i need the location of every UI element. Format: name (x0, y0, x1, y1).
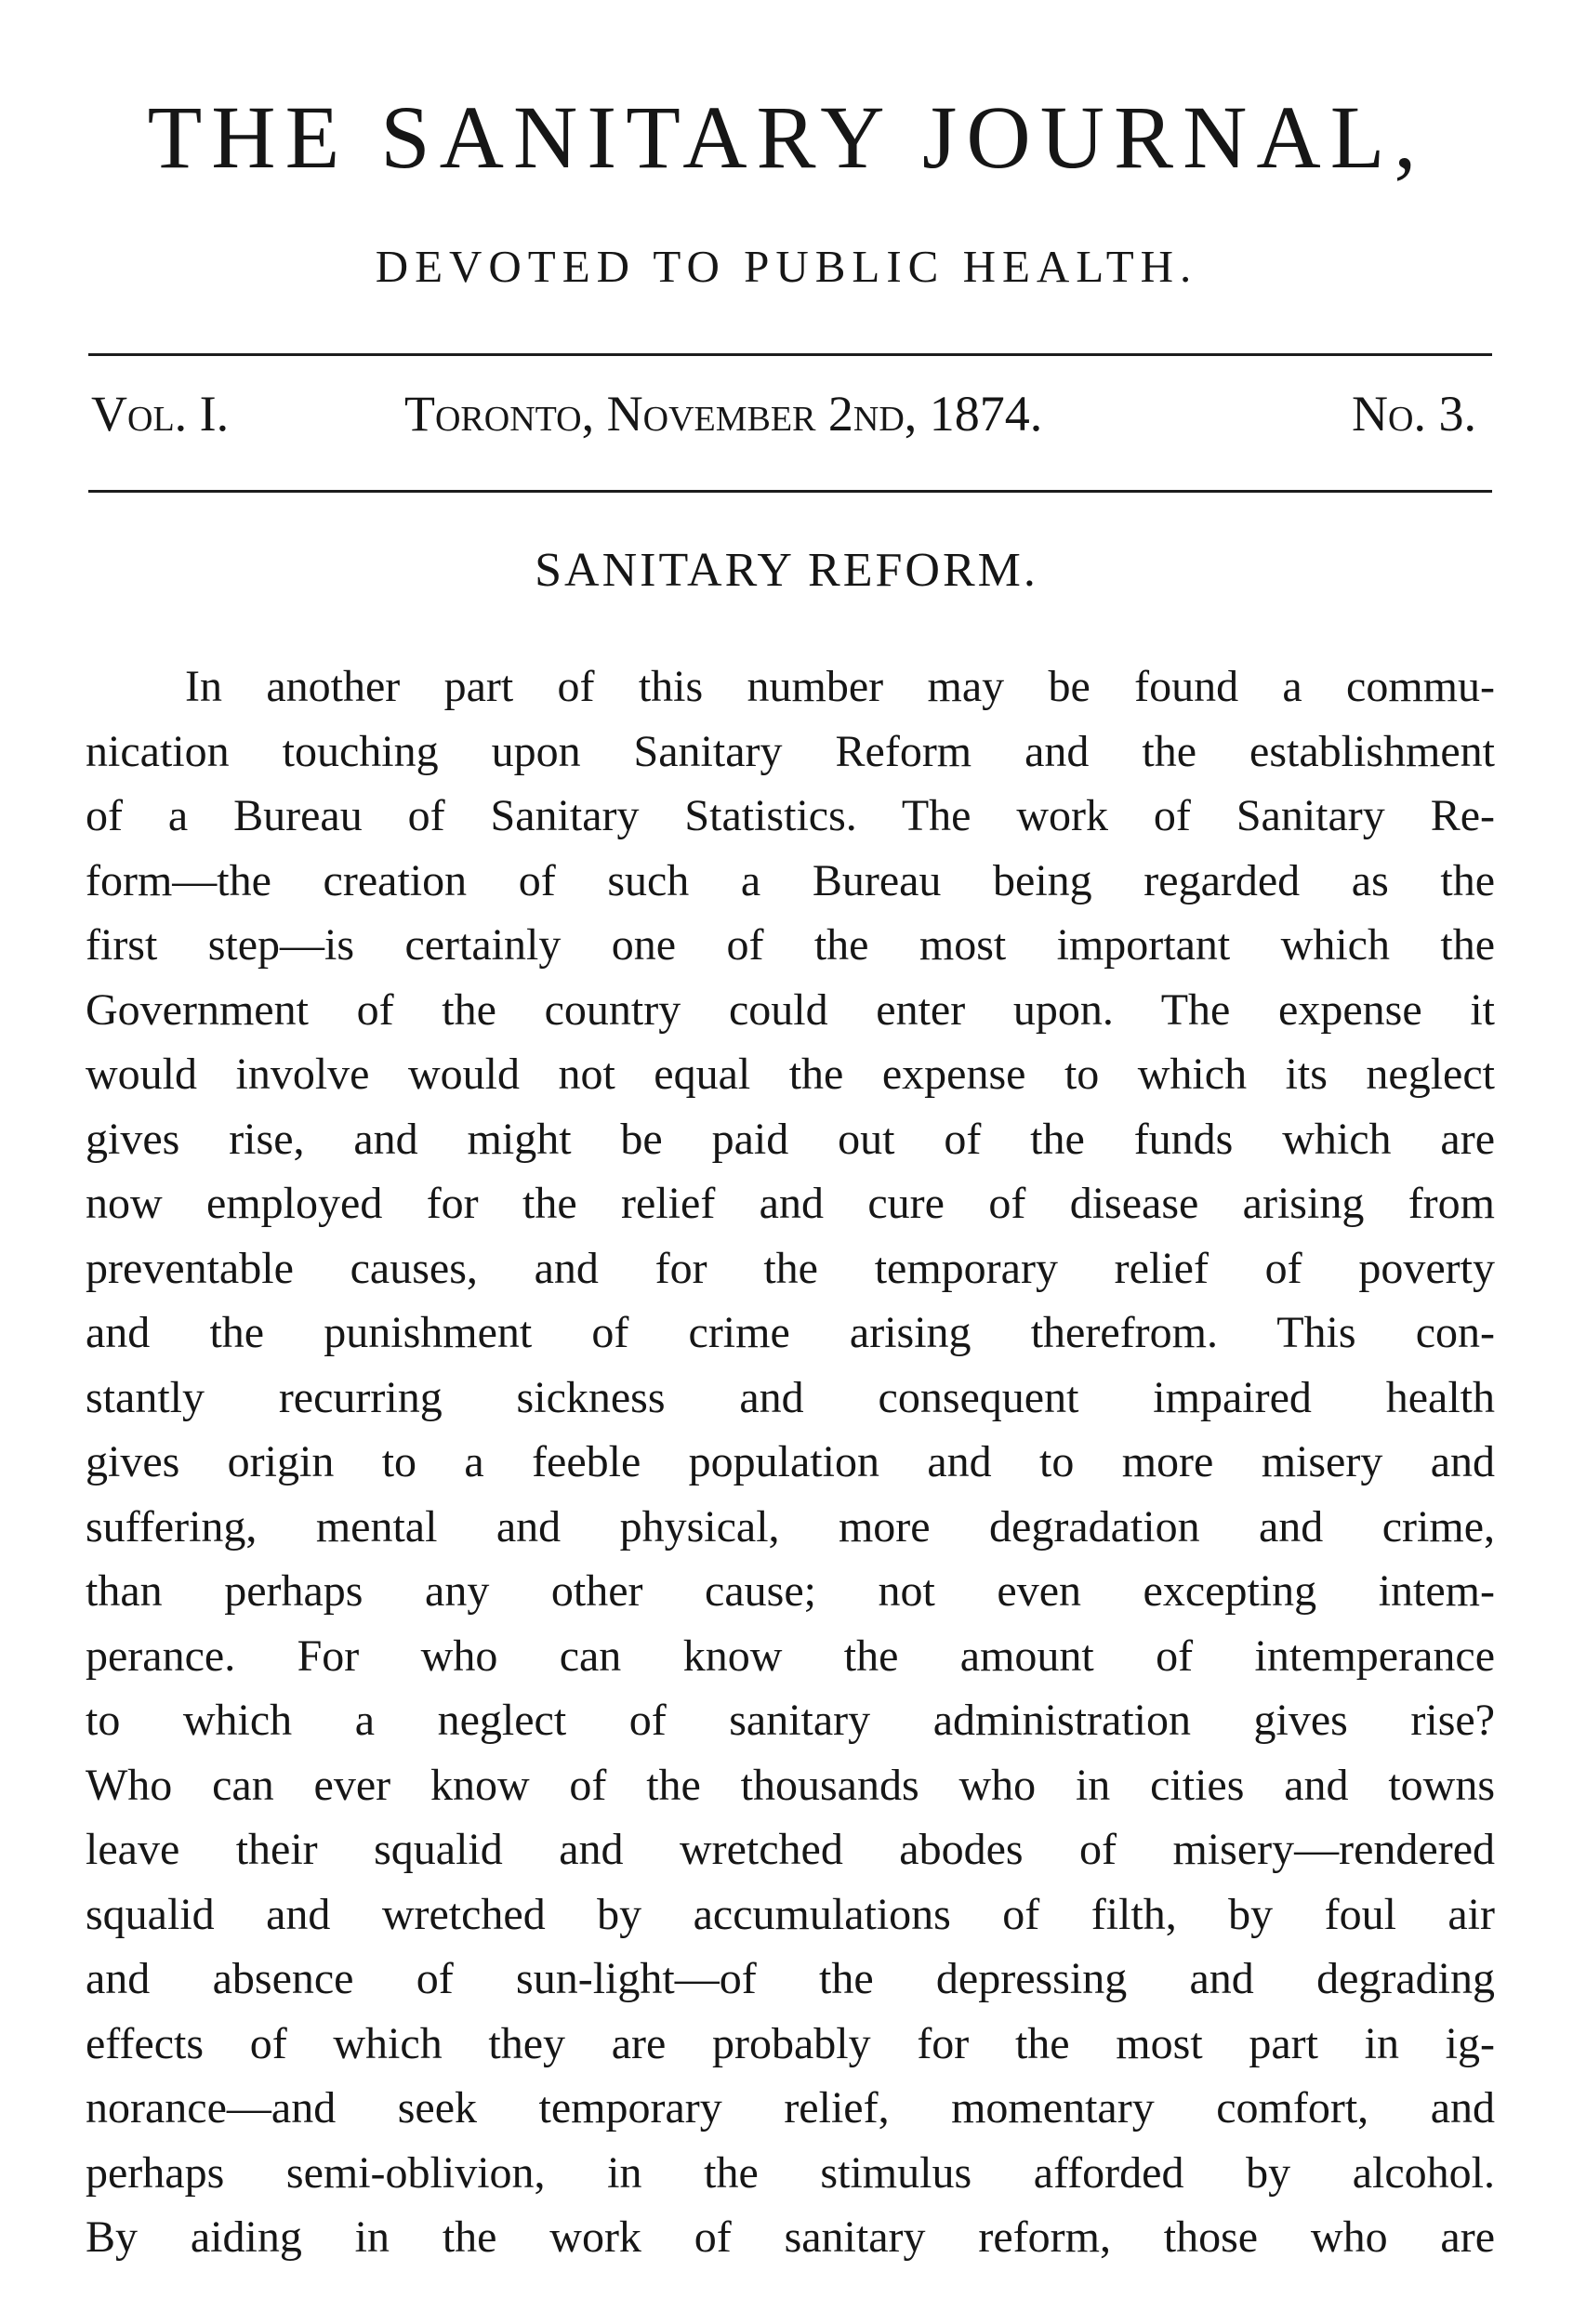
body-line: and absence of sun-light—of the depressing and degrading (86, 1954, 1495, 2003)
body-line: to which a neglect of sanitary administration gives rise? (86, 1696, 1495, 1745)
body-line: would involve would not equal the expense to which its neglect (86, 1050, 1495, 1099)
body-line: nication touching upon Sanitary Reform and the establishment (86, 726, 1495, 776)
bottom-rule (88, 490, 1492, 493)
place-date: Toronto, November 2nd, 1874. (404, 386, 1043, 442)
issue-number: No. 3. (1352, 386, 1476, 442)
body-line: norance—and seek temporary relief, momentary comfort, and (86, 2083, 1495, 2133)
body-line: effects of which they are probably for the most part in ig- (86, 2018, 1495, 2068)
body-line: gives rise, and might be paid out of the funds which are (86, 1114, 1495, 1164)
body-line: squalid and wretched by accumulations of filth, by foul air (86, 1889, 1495, 1939)
body-line: Who can ever know of the thousands who in cities and towns (86, 1760, 1495, 1810)
journal-title: THE SANITARY JOURNAL, (147, 87, 1426, 187)
top-rule (88, 353, 1492, 356)
body-line: than perhaps any other cause; not even excepting intem- (86, 1566, 1495, 1616)
body-line: suffering, mental and physical, more degradation and crime, (86, 1501, 1495, 1552)
body-line: perance. For who can know the amount of intemperance (86, 1631, 1495, 1681)
body-line: gives origin to a feeble population and to more misery and (86, 1437, 1495, 1486)
body-line: first step—is certainly one of the most important which the (86, 920, 1495, 970)
body-line: perhaps semi-oblivion, in the stimulus afforded by alcohol. (86, 2147, 1495, 2198)
volume-label: Vol. I. (91, 386, 230, 442)
body-line: By aiding in the work of sanitary reform, those who are (86, 2212, 1495, 2262)
body-line: now employed for the relief and cure of disease arising from (86, 1179, 1495, 1228)
body-line: and the punishment of crime arising therefrom. This con- (86, 1308, 1495, 1357)
dateline (91, 386, 1486, 454)
journal-subtitle: DEVOTED TO PUBLIC HEALTH. (375, 241, 1198, 292)
body-line: of a Bureau of Sanitary Statistics. The work of Sanitary Re- (86, 791, 1495, 840)
body-line: leave their squalid and wretched abodes of misery—rendered (86, 1825, 1495, 1874)
article-body (86, 654, 1495, 2270)
article-heading: SANITARY REFORM. (535, 544, 1038, 597)
body-line: Government of the country could enter upon. The expense it (86, 984, 1495, 1035)
body-line: preventable causes, and for the temporary relief of poverty (86, 1243, 1495, 1293)
body-line: form—the creation of such a Bureau being regarded as the (86, 855, 1495, 905)
body-line: In another part of this number may be found a commu- (185, 662, 1495, 711)
body-line: stantly recurring sickness and consequent impaired health (86, 1372, 1495, 1422)
